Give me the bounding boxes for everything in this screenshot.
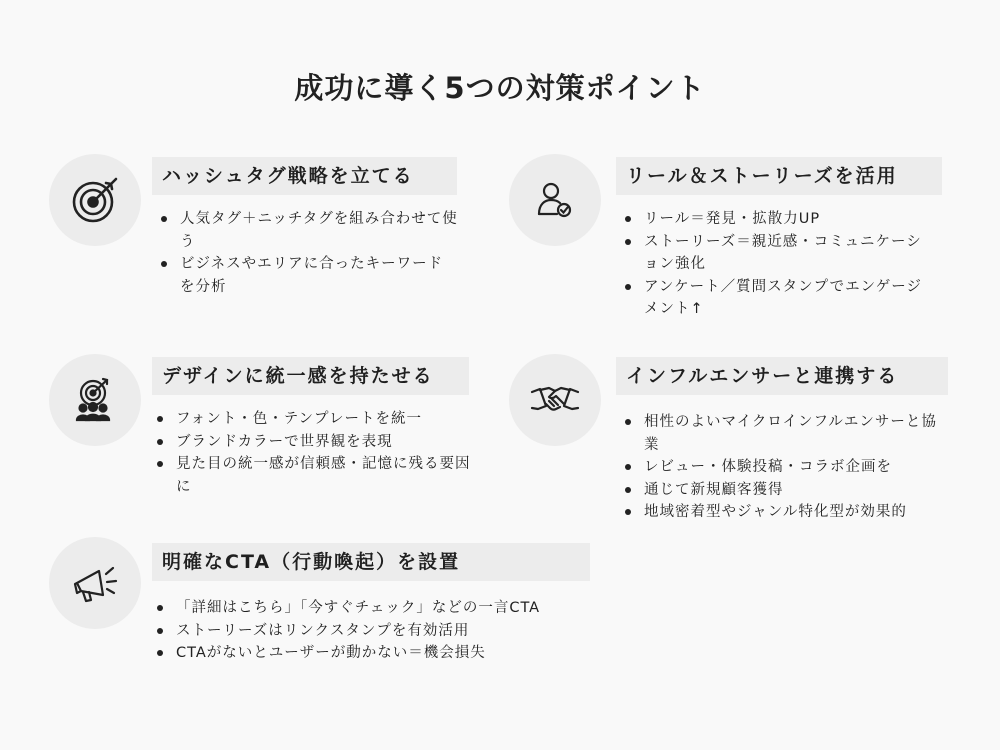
list-item: CTAがないとユーザーが動かない＝機会損失 [154, 642, 594, 665]
list-item: ブランドカラーで世界観を表現 [154, 431, 474, 454]
bullet-list [158, 208, 458, 298]
list-item: ストーリーズ＝親近感・コミュニケーション強化 [622, 231, 922, 276]
list-item: 相性のよいマイクロインフルエンサーと協業 [622, 411, 947, 456]
section-heading: 明確なCTA（行動喚起）を設置 [152, 543, 590, 581]
user-check-icon [509, 154, 601, 246]
list-item: リール＝発見・拡散力UP [622, 208, 922, 231]
section-heading: デザインに統一感を持たせる [152, 357, 469, 395]
list-item: アンケート／質問スタンプでエンゲージメント↑ [622, 276, 922, 321]
list-item: ビジネスやエリアに合ったキーワードを分析 [158, 253, 458, 298]
page-title: 成功に導く5つの対策ポイント [294, 71, 706, 105]
section-heading: ハッシュタグ戦略を立てる [152, 157, 457, 195]
audience-target-icon [49, 354, 141, 446]
handshake-icon [509, 354, 601, 446]
list-item: ストーリーズはリンクスタンプを有効活用 [154, 620, 594, 643]
section-heading: リール＆ストーリーズを活用 [616, 157, 942, 195]
bullet-list [154, 597, 594, 665]
megaphone-icon [49, 537, 141, 629]
list-item: 通じて新規顧客獲得 [622, 479, 947, 502]
list-item: フォント・色・テンプレートを統一 [154, 408, 474, 431]
bullet-list [622, 208, 922, 321]
target-icon [49, 154, 141, 246]
list-item: 見た目の統一感が信頼感・記憶に残る要因に [154, 453, 474, 498]
list-item: 地域密着型やジャンル特化型が効果的 [622, 501, 947, 524]
section-heading: インフルエンサーと連携する [616, 357, 948, 395]
bullet-list [622, 411, 947, 524]
list-item: 人気タグ＋ニッチタグを組み合わせて使う [158, 208, 458, 253]
list-item: 「詳細はこちら」「今すぐチェック」などの一言CTA [154, 597, 594, 620]
bullet-list [154, 408, 474, 498]
list-item: レビュー・体験投稿・コラボ企画を [622, 456, 947, 479]
